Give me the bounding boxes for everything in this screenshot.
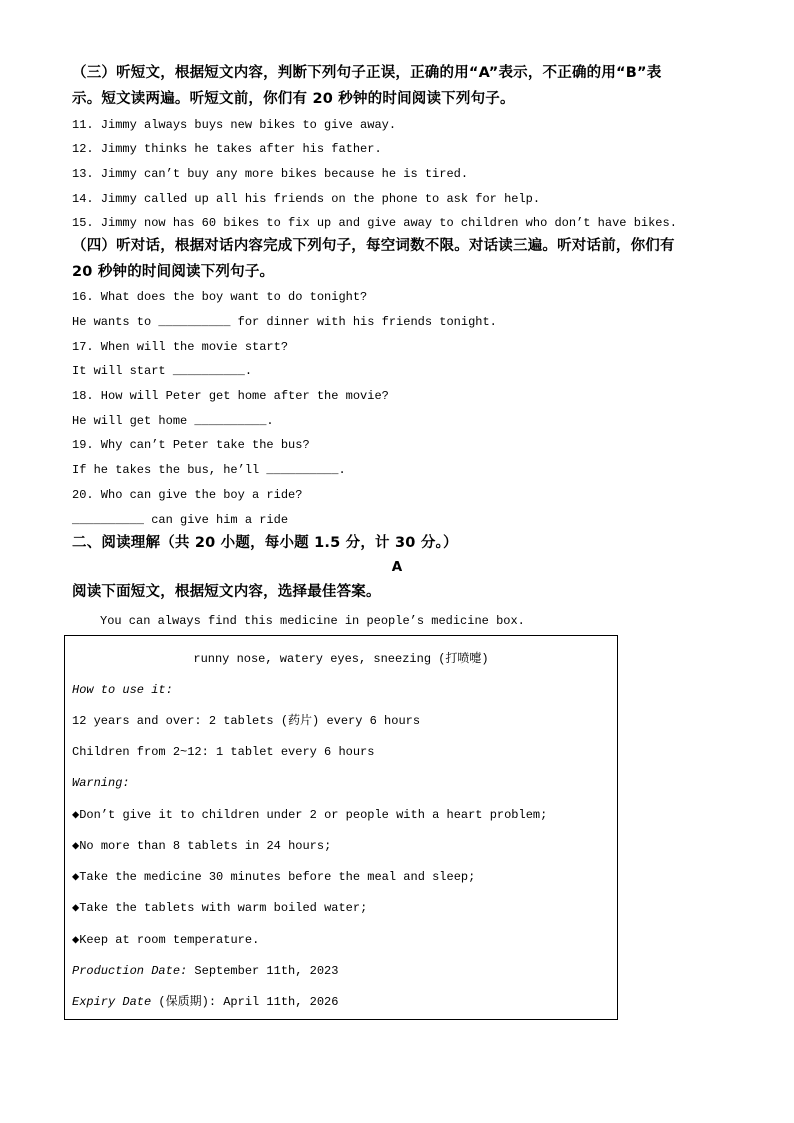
question-16: 16. What does the boy want to do tonight? bbox=[72, 290, 368, 304]
diamond-bullet-icon: ◆ bbox=[72, 808, 80, 822]
answer-line-18: He will get home __________. bbox=[72, 414, 274, 428]
warning-text: Don’t give it to children under 2 or people with a heart problem; bbox=[79, 808, 548, 822]
diamond-bullet-icon: ◆ bbox=[72, 839, 80, 853]
answer-line-17: It will start __________. bbox=[72, 364, 253, 378]
warning-text: Keep at room temperature. bbox=[79, 933, 260, 947]
section-3-heading bbox=[72, 60, 732, 112]
answer-line-20: __________ can give him a ride bbox=[72, 513, 289, 527]
child-dose: Children from 2~12: 1 tablet every 6 hours bbox=[72, 745, 375, 759]
section-4-heading-line2: 20 秒钟的时间阅读下列句子。 bbox=[72, 264, 275, 280]
question-11: 11. Jimmy always buys new bikes to give away. bbox=[72, 118, 397, 132]
symptoms-line: runny nose, watery eyes, sneezing (打喷嚏) bbox=[193, 652, 489, 666]
question-15: 15. Jimmy now has 60 bikes to fix up and give away to children who don’t have bikes. bbox=[72, 216, 677, 230]
part-2-heading: 二、阅读理解（共 20 小题，每小题 1.5 分，计 30 分。） bbox=[72, 535, 458, 551]
production-date-value: September 11th, 2023 bbox=[187, 964, 339, 978]
answer-line-19: If he takes the bus, he’ll __________. bbox=[72, 463, 346, 477]
medicine-label-box bbox=[64, 635, 618, 1020]
diamond-bullet-icon: ◆ bbox=[72, 901, 80, 915]
warning-item bbox=[72, 807, 547, 823]
answer-line-16: He wants to __________ for dinner with his friends tonight. bbox=[72, 315, 497, 329]
question-20: 20. Who can give the boy a ride? bbox=[72, 488, 303, 502]
warning-item bbox=[72, 932, 259, 948]
question-14: 14. Jimmy called up all his friends on the phone to ask for help. bbox=[72, 192, 541, 206]
expiry-date-value: (保质期): April 11th, 2026 bbox=[151, 995, 339, 1009]
expiry-date-line bbox=[72, 994, 338, 1010]
warning-label: Warning: bbox=[72, 776, 130, 790]
question-12: 12. Jimmy thinks he takes after his father. bbox=[72, 142, 382, 156]
expiry-date-label: Expiry Date bbox=[72, 995, 152, 1009]
diamond-bullet-icon: ◆ bbox=[72, 870, 80, 884]
warning-item bbox=[72, 838, 331, 854]
question-18: 18. How will Peter get home after the movie? bbox=[72, 389, 389, 403]
production-date-label: Production Date: bbox=[72, 964, 188, 978]
section-3-heading-line2: 示。短文读两遍。听短文前，你们有 20 秒钟的时间阅读下列句子。 bbox=[72, 91, 515, 107]
warning-text: Take the medicine 30 minutes before the meal and sleep; bbox=[79, 870, 476, 884]
warning-item bbox=[72, 869, 475, 885]
warning-text: Take the tablets with warm boiled water; bbox=[79, 901, 368, 915]
question-19: 19. Why can’t Peter take the bus? bbox=[72, 438, 310, 452]
section-3-heading-line1: （三）听短文，根据短文内容，判断下列句子正误，正确的用“A”表示，不正确的用“B”表 bbox=[72, 65, 662, 81]
reading-instruction: 阅读下面短文，根据短文内容，选择最佳答案。 bbox=[72, 584, 381, 600]
section-4-heading bbox=[72, 233, 732, 285]
question-13: 13. Jimmy can’t buy any more bikes because he is tired. bbox=[72, 167, 469, 181]
section-4-heading-line1: （四）听对话，根据对话内容完成下列句子，每空词数不限。对话读三遍。听对话前，你们有 bbox=[72, 238, 675, 254]
passage-letter: A bbox=[391, 559, 403, 575]
question-17: 17. When will the movie start? bbox=[72, 340, 289, 354]
how-to-use-label: How to use it: bbox=[72, 683, 173, 697]
diamond-bullet-icon: ◆ bbox=[72, 933, 80, 947]
passage-intro: You can always find this medicine in people’s medicine box. bbox=[100, 614, 525, 628]
warning-text: No more than 8 tablets in 24 hours; bbox=[79, 839, 332, 853]
production-date-line bbox=[72, 963, 338, 979]
warning-item bbox=[72, 900, 367, 916]
adult-dose: 12 years and over: 2 tablets (药片) every 6 hours bbox=[72, 714, 421, 728]
